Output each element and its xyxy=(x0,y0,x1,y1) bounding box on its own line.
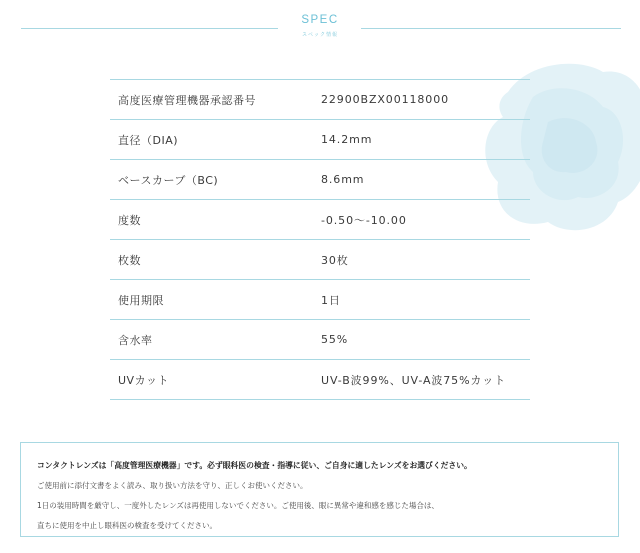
spec-value: 1日 xyxy=(321,280,530,320)
header-rule-left xyxy=(21,28,278,29)
spec-label: UVカット xyxy=(110,360,321,400)
spec-row-water-content xyxy=(110,320,530,360)
spec-label: 高度医療管理機器承認番号 xyxy=(110,80,321,120)
notice-box xyxy=(20,442,619,537)
header-rule-right xyxy=(361,28,621,29)
spec-header xyxy=(0,0,640,60)
spec-label: 使用期限 xyxy=(110,280,321,320)
notice-headline: コンタクトレンズは「高度管理医療機器」です。必ず眼科医の検査・指導に従い、ご自身に適したレンズをお選びください。 xyxy=(37,461,472,470)
spec-value: 8.6mm xyxy=(321,160,530,200)
spec-label: 直径（DIA) xyxy=(110,120,321,160)
spec-value: 55% xyxy=(321,320,530,360)
spec-row-diameter xyxy=(110,120,530,160)
spec-label: 含水率 xyxy=(110,320,321,360)
spec-table xyxy=(110,79,530,400)
spec-row-usage-period xyxy=(110,280,530,320)
notice-line: ご使用前に添付文書をよく読み、取り扱い方法を守り、正しくお使いください。 xyxy=(37,481,308,490)
spec-row-power xyxy=(110,200,530,240)
spec-row-quantity xyxy=(110,240,530,280)
spec-row-uv-cut xyxy=(110,360,530,400)
spec-value: 30枚 xyxy=(321,240,530,280)
section-title: SPEC xyxy=(301,14,339,26)
notice-line: 直ちに使用を中止し眼科医の検査を受けてください。 xyxy=(37,521,217,530)
section-subtitle: スペック情報 xyxy=(301,32,338,38)
spec-row-base-curve xyxy=(110,160,530,200)
spec-label: 枚数 xyxy=(110,240,321,280)
spec-value: -0.50〜-10.00 xyxy=(321,200,530,240)
spec-value: UV-B波99%、UV-A波75%カット xyxy=(321,360,530,400)
spec-value: 14.2mm xyxy=(321,120,530,160)
spec-value: 22900BZX00118000 xyxy=(321,80,530,120)
spec-label: ベースカーブ（BC) xyxy=(110,160,321,200)
notice-line: 1日の装用時間を厳守し、一度外したレンズは再使用しないでください。ご使用後、眼に異常や違和感を感じた場合は、 xyxy=(37,501,439,510)
spec-row-approval-number xyxy=(110,80,530,120)
spec-label: 度数 xyxy=(110,200,321,240)
